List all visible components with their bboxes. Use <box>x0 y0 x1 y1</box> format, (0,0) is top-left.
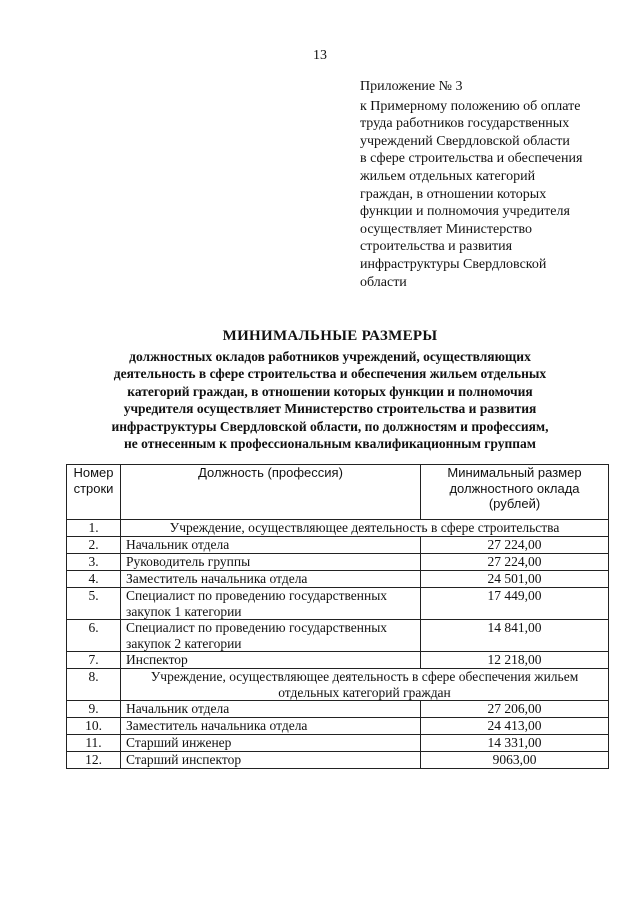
row-number: 3. <box>67 554 121 571</box>
title-main: МИНИМАЛЬНЫЕ РАЗМЕРЫ <box>222 328 438 344</box>
row-number: 7. <box>67 652 121 669</box>
row-number: 1. <box>67 520 121 537</box>
appendix-line: жильем отдельных категорий <box>360 168 536 184</box>
row-salary: 27 224,00 <box>421 554 609 571</box>
title-line: категорий граждан, в отношении которых функции и полномочия <box>127 383 533 399</box>
row-position: Заместитель начальника отдела <box>121 718 421 735</box>
appendix-block <box>360 78 620 291</box>
title-line: должностных окладов работников учреждений, осуществляющих <box>129 349 531 364</box>
document-title <box>60 328 600 452</box>
header-number: Номер строки <box>67 465 121 520</box>
row-number: 5. <box>67 588 121 620</box>
table-section-row <box>67 520 609 537</box>
appendix-line: области <box>360 274 407 290</box>
appendix-line: в сфере строительства и обеспечения <box>360 151 583 167</box>
row-number: 6. <box>67 620 121 652</box>
row-number: 4. <box>67 571 121 588</box>
appendix-line: осуществляет Министерство <box>360 221 533 237</box>
table-row <box>67 620 609 652</box>
page-number: 13 <box>313 48 327 63</box>
title-line: деятельность в сфере строительства и обеспечения жильем отдельных <box>113 366 547 382</box>
row-number: 11. <box>67 735 121 752</box>
row-position: Старший инспектор <box>121 752 421 769</box>
row-salary: 24 501,00 <box>421 571 609 588</box>
row-number: 12. <box>67 752 121 769</box>
row-salary: 17 449,00 <box>421 588 609 620</box>
row-position: Специалист по проведению государственных закупок 2 категории <box>121 620 421 652</box>
row-number: 8. <box>67 669 121 701</box>
table-row <box>67 752 609 769</box>
row-position: Заместитель начальника отдела <box>121 571 421 588</box>
appendix-line: учреждений Свердловской области <box>360 133 570 149</box>
row-salary: 27 224,00 <box>421 537 609 554</box>
row-position: Начальник отдела <box>121 537 421 554</box>
row-number: 2. <box>67 537 121 554</box>
row-salary: 14 841,00 <box>421 620 609 652</box>
row-salary: 9063,00 <box>421 752 609 769</box>
title-line: учредителя осуществляет Министерство строительства и развития <box>123 401 537 417</box>
title-line: инфраструктуры Свердловской области, по должностям и профессиям, <box>111 418 549 434</box>
title-line: не отнесенным к профессиональным квалификационным группам <box>124 436 536 452</box>
appendix-title: Приложение № 3 <box>360 79 463 94</box>
table-row <box>67 571 609 588</box>
appendix-line: инфраструктуры Свердловской <box>360 256 547 272</box>
row-position: Руководитель группы <box>121 554 421 571</box>
appendix-line: труда работников государственных <box>360 116 570 132</box>
header-position: Должность (профессия) <box>121 465 421 520</box>
table-row <box>67 652 609 669</box>
table-row <box>67 537 609 554</box>
section-title: Учреждение, осуществляющее деятельность в сфере строительства <box>121 520 609 537</box>
row-position: Начальник отдела <box>121 701 421 718</box>
table-row <box>67 588 609 620</box>
table-row <box>67 735 609 752</box>
row-position: Старший инженер <box>121 735 421 752</box>
row-number: 9. <box>67 701 121 718</box>
salary-table <box>66 464 609 769</box>
appendix-line: граждан, в отношении которых <box>360 186 547 202</box>
appendix-line: функции и полномочия учредителя <box>360 204 570 220</box>
table-row <box>67 701 609 718</box>
table-row <box>67 718 609 735</box>
appendix-line: к Примерному положению об оплате <box>360 98 581 114</box>
table-row <box>67 554 609 571</box>
row-position: Специалист по проведению государственных закупок 1 категории <box>121 588 421 620</box>
table-header-row <box>67 465 609 520</box>
header-salary: Минимальный размер должностного оклада (рублей) <box>421 465 609 520</box>
row-salary: 12 218,00 <box>421 652 609 669</box>
row-salary: 27 206,00 <box>421 701 609 718</box>
row-position: Инспектор <box>121 652 421 669</box>
table-section-row <box>67 669 609 701</box>
row-salary: 24 413,00 <box>421 718 609 735</box>
row-salary: 14 331,00 <box>421 735 609 752</box>
appendix-line: строительства и развития <box>360 239 513 255</box>
section-title: Учреждение, осуществляющее деятельность в сфере обеспечения жильем отдельных категорий граждан <box>121 669 609 701</box>
row-number: 10. <box>67 718 121 735</box>
